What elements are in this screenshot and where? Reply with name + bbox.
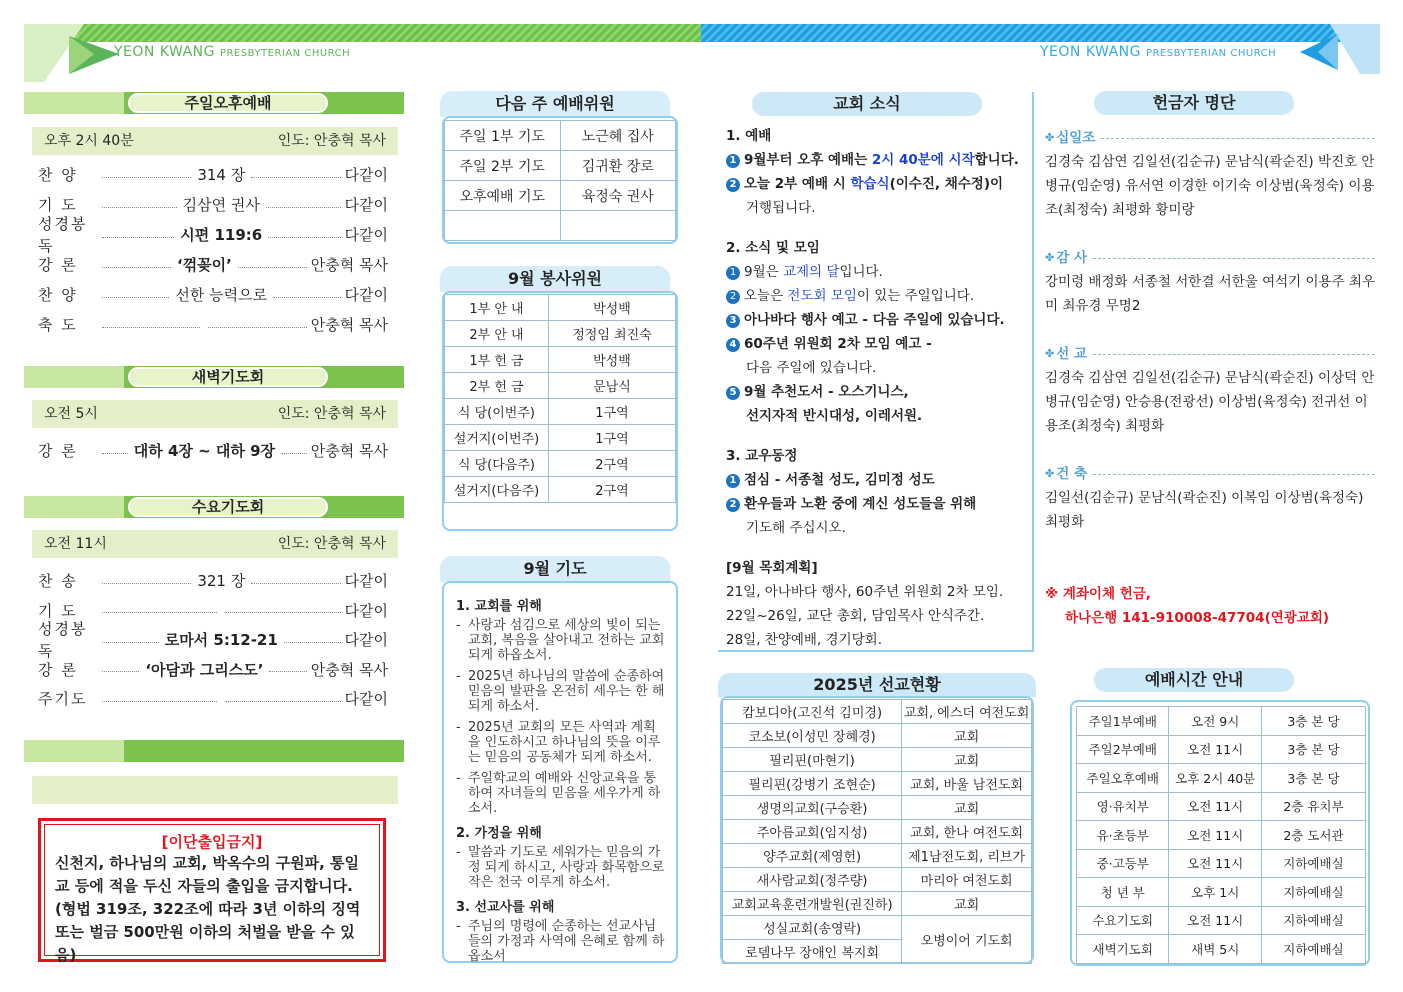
mission-cell: 주아름교회(임지성) [723, 820, 902, 844]
prayer-item: - 사랑과 섬김으로 세상의 빛이 되는 교회, 복음을 살아내고 전하는 교회 되게 하옵소서. [456, 618, 665, 663]
times-box [1070, 700, 1370, 966]
wed-row [38, 688, 388, 710]
order-label: 성경봉독 [38, 620, 88, 660]
times-title: 예배시간 안내 [1094, 668, 1294, 692]
next-cell: 김귀환 장로 [560, 151, 676, 181]
times-cell: 3층 본 당 [1261, 764, 1365, 793]
prayer-title: 9월 기도 [440, 556, 670, 582]
afternoon-row [38, 314, 388, 336]
donor-names: 김경숙 김삼연 김일선(김순규) 문남식(곽순진) 이상덕 안병규(임순영) 안승용(전광선) 이상범(육정숙) 전귀선 이용조(최정숙) 최평화 [1045, 370, 1375, 434]
times-cell: 지하예배실 [1261, 935, 1365, 964]
donor-group [1045, 246, 1375, 318]
next-row [445, 181, 676, 211]
serve-cell: 박성백 [548, 295, 675, 321]
serve-cell: 정정임 최진숙 [548, 321, 675, 347]
order-value: 김삼연 권사 [182, 196, 260, 214]
mission-cell: 필리핀(마현기) [723, 748, 902, 772]
order-leader: 다같이 [344, 572, 388, 590]
mission-cell: 필리핀(강병기 조현순) [723, 772, 902, 796]
times-row [1077, 764, 1366, 793]
times-cell: 주일오후예배 [1077, 764, 1169, 793]
blank-bar [24, 740, 404, 762]
order-value: 시편 119:6 [180, 226, 263, 244]
mission-cell: 캄보디아(고진석 김미경) [723, 700, 902, 724]
order-label: 성경봉독 [38, 215, 88, 255]
times-row [1077, 935, 1366, 964]
prayer-item: - 주님의 명령에 순종하는 선교사님들의 가정과 사역에 은혜로 함께 하옵소서 [456, 919, 665, 964]
donor-heading: 건 축 [1056, 466, 1088, 482]
mission-cell: 교회, 바울 남전도회 [902, 772, 1032, 796]
serve-cell: 2구역 [548, 477, 675, 503]
order-value: 로마서 5:12-21 [164, 631, 278, 649]
times-row [1077, 906, 1366, 935]
order-leader: 다같이 [344, 166, 388, 184]
mission-row [723, 748, 1032, 772]
mission-box [720, 696, 1034, 964]
mission-row [723, 820, 1032, 844]
order-leader: 다같이 [344, 226, 388, 244]
afternoon-row [38, 284, 388, 306]
wed-info: 오전 11시 인도: 안충혁 목사 [32, 530, 398, 558]
account-info: ※ 계좌이체 헌금, 하나은행 141-910008-47704(연광교회) [1045, 586, 1330, 626]
next-cell: 주일 1부 기도 [445, 121, 561, 151]
mission-cell: 새사람교회(정주량) [723, 868, 902, 892]
times-cell: 지하예배실 [1261, 878, 1365, 907]
serve-cell: 설거지(이번주) [445, 425, 549, 451]
next-cell: 주일 2부 기도 [445, 151, 561, 181]
prayer-item: - 주일학교의 예배와 신앙교육을 통하여 자녀들의 믿음을 세우가게 하소서. [456, 771, 661, 816]
order-label: 찬 양 [38, 166, 78, 184]
donor-bullet-icon: ✤ [1045, 251, 1055, 264]
mission-row [723, 796, 1032, 820]
order-leader: 안충혁 목사 [310, 442, 388, 460]
wed-row [38, 659, 388, 681]
next-title: 다음 주 예배위원 [440, 91, 670, 117]
serve-cell: 1부 안 내 [445, 295, 549, 321]
times-cell: 새벽기도회 [1077, 935, 1169, 964]
times-cell: 오전 11시 [1169, 821, 1261, 850]
news-title: 교회 소식 [752, 92, 982, 116]
order-leader: 다같이 [344, 631, 388, 649]
mission-cell: 교회, 한나 여전도회 [902, 820, 1032, 844]
notice-body: 신천지, 하나님의 교회, 박옥수의 구원파, 통일교 등에 적을 두신 자들의 출입을 금지합니다. (형법 319조, 322조에 따라 3년 이하의 징역 또는 벌금 500만원 이하의 처벌을 받을 수 있음) [55, 854, 361, 964]
news-divider [1032, 92, 1034, 652]
times-cell: 지하예배실 [1261, 849, 1365, 878]
mission-row [723, 868, 1032, 892]
next-row [445, 121, 676, 151]
mission-cell: 제1남전도회, 리브가 [902, 844, 1032, 868]
order-label: 주기도 [38, 690, 88, 708]
times-row [1077, 878, 1366, 907]
prayer-item: - 2025년 교회의 모든 사역과 계획을 인도하시고 하나님의 뜻을 이루는 믿음의 공동체가 되게 하소서. [456, 720, 661, 765]
order-leader: 다같이 [344, 690, 389, 708]
order-label: 찬 송 [38, 572, 78, 590]
donor-bullet-icon: ✤ [1045, 131, 1055, 144]
times-row [1077, 707, 1366, 736]
mission-row [723, 892, 1032, 916]
order-label: 강 론 [38, 256, 78, 274]
order-leader: 다같이 [344, 286, 389, 304]
order-value: ‘꺾꽂이’ [176, 256, 232, 274]
times-cell: 오전 11시 [1169, 792, 1261, 821]
prayer-heading: 3. 선교사를 위해 [456, 900, 555, 915]
offering-title: 헌금자 명단 [1094, 91, 1294, 115]
serve-cell: 문남식 [548, 373, 675, 399]
times-cell: 중·고등부 [1077, 849, 1169, 878]
serve-cell: 1구역 [548, 425, 675, 451]
next-cell: 오후예배 기도 [445, 181, 561, 211]
mission-cell: 생명의교회(구승환) [723, 796, 902, 820]
order-label: 강 론 [38, 660, 78, 679]
serve-row [445, 451, 676, 477]
serve-row [445, 477, 676, 503]
afternoon-info: 오후 2시 40분 인도: 안충혁 목사 [32, 127, 398, 155]
serve-row [445, 373, 676, 399]
mission-cell: 교회 [902, 892, 1032, 916]
donor-heading: 선 교 [1056, 346, 1088, 362]
prayer-heading: 1. 교회를 위해 [456, 599, 542, 614]
mission-cell: 로뎀나무 장애인 복지회 [723, 940, 902, 964]
news-body: 1. 예배 1 9월부터 오후 예배는 2시 40분에 시작합니다. 2 오늘 2부 예배 시 학습식(이수진, 채수정)이 거행됩니다. 2. 소식 및 모임 1 9월은 교제의 달입니다. 2 오늘은 전도회 모임이 있는 주일입니다. 3 아나바다 행사 예고 - 다음 주일에 있습니다. 4 60주년 위원회 2차 모임 예고 - 다음 주일에 있습니다. 5 9월 추천도서 - 오스기니스, 선지자적 반시대성, 이레서원. 3. 교우동정 1 점심 - 서종철 성도, 김미정 성도 2 환우들과 노환 중에 계신 성도들을 위해 기도해 주십시오. [9월 목회계획] 21일, 아나바다 행사, 60주년 위원회 2차 모임. 22일~26일, 교단 총회, 담임목사 안식주간. 28일, 찬양예배, 경기당회. [726, 128, 1019, 648]
mission-cell: 교회 [902, 796, 1032, 820]
order-label: 기 도 [38, 601, 78, 620]
serve-title: 9월 봉사위원 [440, 266, 670, 292]
donor-heading: 십일조 [1056, 130, 1096, 146]
order-value: 321 장 [197, 572, 246, 590]
mission-title: 2025년 선교현황 [718, 673, 1036, 697]
mission-cell: 교회 [902, 748, 1032, 772]
serve-cell: 2부 헌 금 [445, 373, 549, 399]
mission-cell: 마리아 여전도회 [902, 868, 1032, 892]
mission-cell: 교회교육훈련개발원(권진하) [723, 892, 902, 916]
prayer-heading: 2. 가정을 위해 [456, 826, 542, 841]
times-cell: 2층 유치부 [1261, 792, 1365, 821]
wed-title: 수요기도회 [128, 497, 328, 517]
serve-cell: 1부 헌 금 [445, 347, 549, 373]
afternoon-row [38, 215, 388, 255]
serve-row [445, 295, 676, 321]
prayer-item: - 말씀과 기도로 세워가는 믿음의 가정 되게 하시고, 사랑과 화목함으로 작은 천국 이루게 하소서. [456, 845, 665, 890]
order-label: 강 론 [38, 442, 78, 460]
next-row [445, 151, 676, 181]
mission-row [723, 700, 1032, 724]
donor-group [1045, 462, 1375, 534]
donor-group [1045, 342, 1375, 438]
times-cell: 오후 2시 40분 [1169, 764, 1261, 793]
mission-cell: 성실교회(송영락) [723, 916, 902, 940]
next-cell: 육정숙 권사 [560, 181, 676, 211]
wed-row [38, 620, 388, 660]
times-cell: 오전 11시 [1169, 735, 1261, 764]
mission-row [723, 724, 1032, 748]
serve-row [445, 347, 676, 373]
order-leader: 다같이 [344, 601, 389, 620]
times-row [1077, 735, 1366, 764]
times-cell: 영·유치부 [1077, 792, 1169, 821]
times-cell: 주일1부예배 [1077, 707, 1169, 736]
order-leader: 안충혁 목사 [310, 660, 388, 679]
times-cell: 2층 도서관 [1261, 821, 1365, 850]
donor-group [1045, 126, 1375, 222]
afternoon-row [38, 254, 388, 276]
serve-cell: 식 당(다음주) [445, 451, 549, 477]
serve-row [445, 425, 676, 451]
serve-row [445, 399, 676, 425]
next-cell [445, 211, 561, 241]
donor-names: 강미령 배정화 서종철 서한결 서한울 여석기 이용주 최우미 최유경 무명2 [1045, 274, 1375, 314]
order-leader: 안충혁 목사 [310, 256, 388, 274]
serve-box [442, 291, 678, 531]
header-band-right [701, 24, 1379, 42]
times-cell: 3층 본 당 [1261, 707, 1365, 736]
mission-row [723, 772, 1032, 796]
brand-left: YEON KWANG PRESBYTERIAN CHURCH [114, 44, 351, 60]
times-cell: 오전 11시 [1169, 906, 1261, 935]
serve-cell: 박성백 [548, 347, 675, 373]
next-cell [560, 211, 676, 241]
times-cell: 3층 본 당 [1261, 735, 1365, 764]
times-cell: 새벽 5시 [1169, 935, 1261, 964]
serve-cell: 2부 안 내 [445, 321, 549, 347]
times-row [1077, 792, 1366, 821]
order-value: 선한 능력으로 [175, 286, 268, 304]
wed-title-bar [24, 496, 404, 518]
order-leader: 다같이 [344, 196, 389, 214]
serve-row [445, 321, 676, 347]
donor-bullet-icon: ✤ [1045, 467, 1055, 480]
order-leader: 안충혁 목사 [310, 316, 388, 334]
times-cell: 수요기도회 [1077, 906, 1169, 935]
times-cell: 청 년 부 [1077, 878, 1169, 907]
leaf-logo-right-icon [1290, 24, 1380, 74]
order-label: 찬 양 [38, 286, 78, 304]
num1-icon: 1 [726, 154, 740, 168]
times-row [1077, 849, 1366, 878]
serve-cell: 식 당(이번주) [445, 399, 549, 425]
next-row [445, 211, 676, 241]
times-cell: 주일2부예배 [1077, 735, 1169, 764]
mission-row [723, 916, 1032, 940]
next-cell: 노근혜 집사 [560, 121, 676, 151]
times-row [1077, 821, 1366, 850]
order-label: 축 도 [38, 316, 78, 334]
serve-cell: 1구역 [548, 399, 675, 425]
mission-cell: 오병이어 기도회 [902, 916, 1032, 964]
donor-names: 김일선(김순규) 문남식(곽순진) 이복임 이상범(육정숙) 최평화 [1045, 490, 1364, 530]
afternoon-row [38, 164, 388, 186]
blank-box [32, 776, 398, 804]
times-cell: 오전 11시 [1169, 849, 1261, 878]
times-cell: 유·초등부 [1077, 821, 1169, 850]
donor-bullet-icon: ✤ [1045, 347, 1055, 360]
serve-cell: 2구역 [548, 451, 675, 477]
donor-heading: 감 사 [1056, 250, 1088, 266]
times-cell: 지하예배실 [1261, 906, 1365, 935]
notice-box [38, 818, 386, 962]
mission-cell: 코소보(이성민 장혜경) [723, 724, 902, 748]
order-value: ‘아담과 그리스도’ [145, 660, 264, 679]
notice-title: [이단출입금지] [161, 833, 263, 851]
next-box [442, 116, 678, 244]
order-value: 대하 4장 ~ 대하 9장 [133, 442, 276, 460]
dawn-row [38, 440, 388, 462]
afternoon-title-bar [24, 92, 404, 114]
prayer-item: - 2025년 하나님의 말씀에 순종하여 믿음의 발판을 온전히 세우는 한 해 되게 하소서. [456, 669, 665, 714]
times-cell: 오후 1시 [1169, 878, 1261, 907]
donor-names: 김경숙 김삼연 김일선(김순규) 문남식(곽순진) 박진호 안병규(임순영) 유서연 이경한 이기숙 이상범(육정숙) 이용조(최정숙) 최평화 황미랑 [1045, 154, 1375, 218]
mission-cell: 교회 [902, 724, 1032, 748]
mission-cell: 교회, 에스더 여전도회 [902, 700, 1032, 724]
dawn-info: 오전 5시 인도: 안충혁 목사 [32, 400, 398, 428]
afternoon-title: 주일오후예배 [128, 93, 328, 113]
dawn-title: 새벽기도회 [128, 367, 328, 387]
times-cell: 오전 9시 [1169, 707, 1261, 736]
wed-row [38, 570, 388, 592]
serve-cell: 설거지(다음주) [445, 477, 549, 503]
mission-cell: 양주교회(제영헌) [723, 844, 902, 868]
brand-right: YEON KWANG PRESBYTERIAN CHURCH [1040, 44, 1277, 60]
dawn-title-bar [24, 366, 404, 388]
num2-icon: 2 [726, 178, 740, 192]
prayer-box [442, 581, 678, 963]
mission-row [723, 844, 1032, 868]
order-value: 314 장 [197, 166, 246, 184]
order-label: 기 도 [38, 196, 78, 214]
